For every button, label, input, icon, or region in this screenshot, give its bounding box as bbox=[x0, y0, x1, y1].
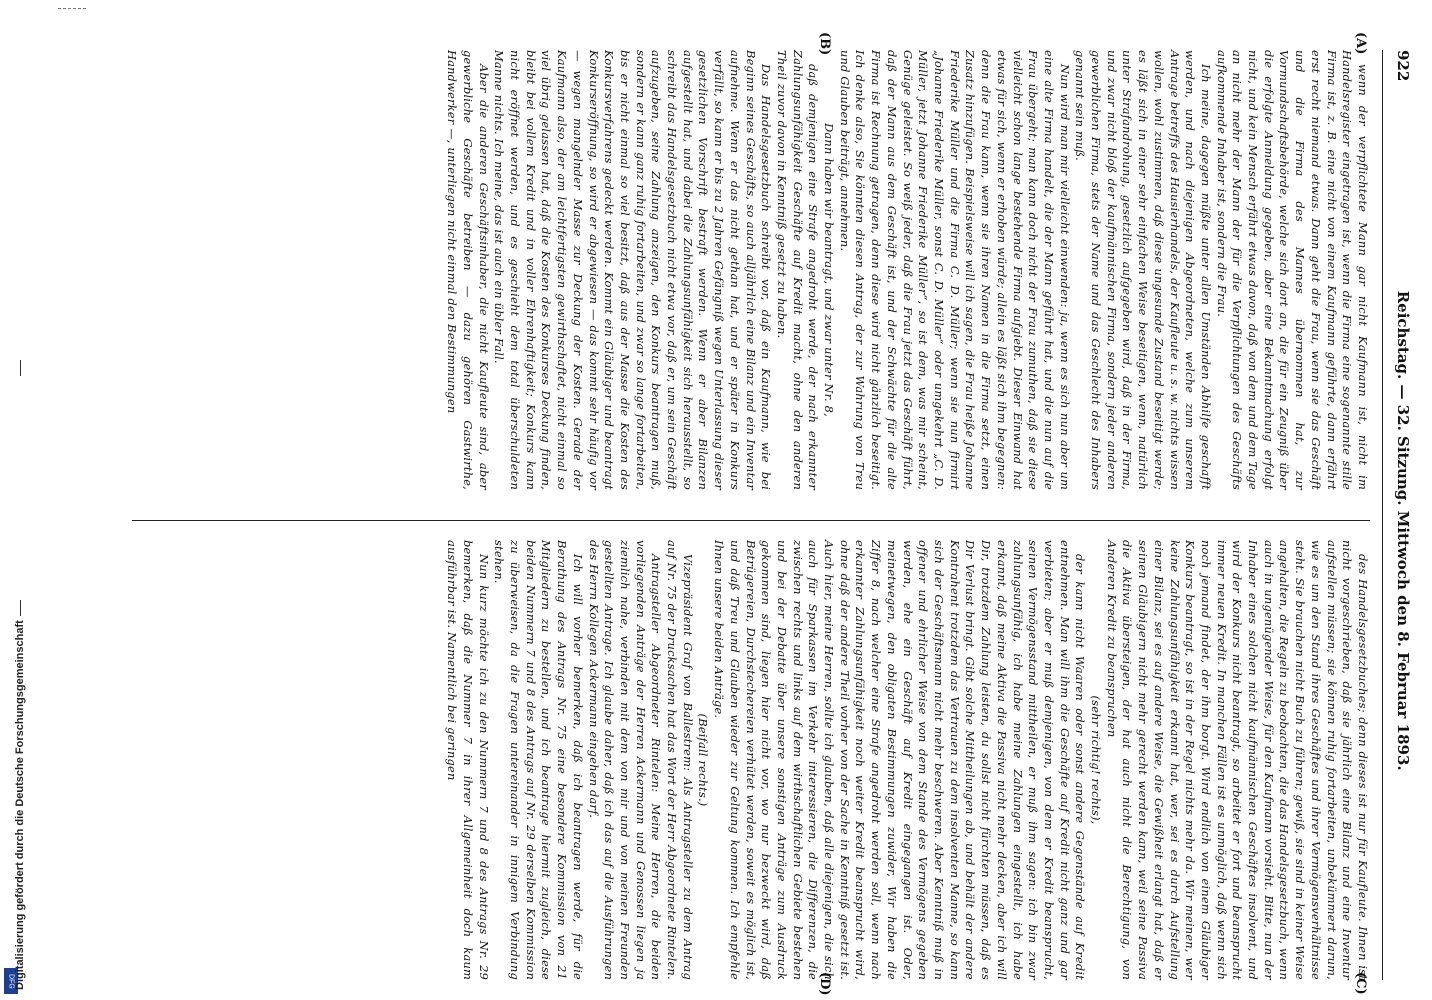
dfg-logo: DFG bbox=[4, 968, 18, 994]
margin-mark-b: (B) bbox=[817, 32, 832, 56]
header-rule bbox=[1382, 50, 1383, 980]
scan-tick bbox=[20, 600, 21, 616]
paragraph: Vizepräsident Graf von Ballestrem: Als Antragsteller zu dem Antrag auf Nr. 75 der Drucksachen hat das Wort der Herr Abgeordnete Rintelen. bbox=[665, 540, 695, 980]
paragraph: Antragsteller Abgeordneter Rintelen: Meine Herren, die beiden vorliegenden Anträge der Herren Ackermann und Genossen liegen ja ziemlich nahe, verbinden mit dem von mir und von meinen Freunden gestellten Antrage. Ich glaube daher, daß ich das auf die Ausführungen des Herrn Kollegen Ackermann eingehen darf. bbox=[586, 540, 664, 980]
margin-mark-c: (C) bbox=[1353, 972, 1368, 995]
paragraph: der kann nicht Waaren oder sonst andere Gegenstände auf Kredit entnehmen. Man will ihm die Geschäfte auf Kredit nicht ganz und gar verbieten; aber er muß demjenigen, von dem er Kredit beansprucht, seinen Vermögensstand mittheilen, er muß ihm sagen: ich bin zwar zahlungsunfähig, ich habe meine Zahlungen eingestellt, ich habe erkannt, daß meine Aktiva die Passiva nicht mehr decken, aber ich will Dir, trotzdem Zahlung leisten, du sollst nicht fürchten müssen, daß es Dir Verlust bringt. Gibt solche Mittheilungen ab, und behält der andere Kontrahent trotzdem das Vertrauen zu dem insolventen Manne, so kann sich der Geschäftsmann nicht mehr beschweren. Aber Kenntniß muß in offener und ehrlicher Weise von dem Stande des Vermögens gegeben werden, ehe ein Geschäft auf Kredit eingegangen ist. Oder, meinetwegen, den obligaten Bestimmungen zuwider, Wir haben die Ziffer 8, nach welcher eine Strafe angedroht werden soll, wenn nach erkannter Zahlungsunfähigkeit noch weiter Kredit beansprucht wird, ohne daß der andere Theil vorher von der Sache in Kenntniß gesetzt ist. Auch hier, meine Herren, sollte ich glauben, daß alle diejenigen, die sich auch für Sparkassen im Verkehr interessieren, die Differenzen, die zwischen rechts und links auf dem wirthschaftlichen Gebiete bestehen und bei der Debatte über unsere sonstigen Anträge zum Ausdruck gekommen sind, liegen hier nicht vor, wo nur bezweckt wird, daß Betrügereien, Durchstechereien verhütet werden, soweit es möglich ist, und daß Treu und Glauben wieder zur Geltung kommen. Ich empfehle Ihnen unsere beiden Anträge. bbox=[712, 540, 1088, 980]
paragraph: Ich will vorher bemerken, daß ich beantragen werde, für die Berathung des Antrags Nr. 75 eine besondere Kommission von 21 Mitgliedern zu bestellen, und ich beantrage hiermit zugleich, diese beiden Nummern 7 und 8 des Antrags auf Nr. 29 derselben Kommission zu überweisen, da die Fragen untereinander in innigem Verbindung stehen. bbox=[492, 540, 585, 980]
paragraph: (Beifall rechts.) bbox=[696, 713, 711, 807]
paragraph: des Handelsgesetzbuches; denn dieses ist nur für Kaufleute. Ihnen ist nicht vorgeschrieben, daß sie jährlich eine Bilanz und eine Inventur aufstellen müssen; sie können ruhig fortarbeiten, unbekümmert darum, wie es um den Stand ihres Geschäftes und ihrer Vermögensverhältnisse steht. Sie brauchen nicht Buch zu führen; gewiß, sie sind in keiner Weise angehalten, die Regeln zu beobachten, die das Handelsgesetzbuch, wenn auch in ungenügender Weise, für den Kaufmann vorsieht. Bitte, nun der Inhaber eines solchen nicht kaufmännischen Geschäftes insolvent, und wird der Konkurs nicht beantragt, so arbeitet er fort und beansprucht immer neuen Kredit. In manchen Fällen ist es unmöglich, daß wenn sich noch jemand findet, der ihm borgt. Wird endlich von einem Gläubiger Konkurs beantragt, so ist in der Regel nichts mehr da. Wir meinen, wer keine Zahlungsunfähigkeit erkannt hat, wer, sei es durch Aufstellung einer Bilanz, sei es auf andere Weise, die Gewißheit erlangt hat, daß er seinen Gläubigern nicht mehr gerecht werden kann, weil seine Passiva die Aktiva übersteigen, der hat auch nicht die Berechtigung, von Anderen Kredit zu beanspruchen bbox=[1104, 540, 1370, 980]
newspaper-page bbox=[102, 30, 1432, 1000]
paragraph: Ich meine, dagegen müßte unter allen Umständen Abhilfe geschafft werden, und nach diejenigen Abgeordneten, welche zum unserem Antrage betreffs des Hausierhandels, der Kaufleute u. s. w. nichts wissen wollen, wohl zustimmen, daß diese ungesunde Zustand beseitigt werde; es läßt sich in einer sehr einfachen Weise beseitigen, wenn, natürlich unter Strafandrohung, gesetzlich aufgegeben wird, daß in der Firma, und zwar nicht bloß der kaufmännischen Firma, sondern jeder anderen gewerblichen Firma, stets der Name und das Geschlecht des Inhabers genannt sein muß. bbox=[1073, 50, 1213, 490]
paragraph: (sehr richtig! rechts), bbox=[1089, 695, 1104, 825]
margin-mark-d: (D) bbox=[817, 972, 832, 996]
paragraph: daß demjenigen eine Strafe angedroht werde, der nach erkannter Zahlungsunfähigkeit Geschäfte auf Kredit macht, ohne den anderen Theil zuvor davon in Kenntniß gesetzt zu haben. bbox=[774, 50, 821, 490]
paragraph: Das Handelsgesetzbuch schreibt vor, daß ein Kaufmann, wie bei Beginn seines Geschäfts, so auch alljährlich eine Bilanz und ein Inventar aufnehme. Wenn er das nicht gethan hat, und er später in Konkurs verfällt, so kann er bis zu 2 Jahren Gefängniß wegen Unterlassung dieser gesetzlichen Vorschrift bestraft werden. Wenn er aber Bilanzen aufgestellt hat, und dabei die Zahlungsunfähigkeit sich herausstellt, so schreibt das Handelsgesetzbuch nicht etwa vor, daß er, um sein Geschäft aufzugeben, seine Zahlung anzeigen, den Konkurs beantragen muß, sondern er kann ganz ruhig fortarbeiten, und zwar so lange fortarbeiten, bis er nicht einmal so viel besitzt, daß aus der Masse die Kosten des Konkursverfahrens gedeckt werden. Kommt ein Gläubiger und beantragt Konkurseröffnung, so wird er abgewiesen — das kommt sehr häufig vor — wegen mangelnder Masse zur Deckung der Kosten. Gerade der Kaufmann also, der am leichtfertigsten gewirthschaftet, nicht einmal so viel übrig gelassen hat, daß die Kosten des Konkurses Deckung finden, bleibt bei vollem Kredit und in voller Ehrenhaftigkeit; Konkurs kann nicht eröffnet werden, und es geschieht dem total überschuldeten Manne nichts. Ich meine, das ist auch ein übler Fall. bbox=[492, 50, 774, 490]
text-column-left bbox=[122, 50, 1370, 490]
paragraph: Nun wird man mir vielleicht einwenden: ja, wenn es sich nun aber um eine alte Firma handelt, die der Mann geführt hat, und die nun auf die Frau übergeht; man kann doch nicht der Frau zumuthen, daß sie diese vielleicht schon lange bestehende Firma aufgiebt. Dieser Einwand hat etwas für sich, wenn er erhoben würde; allein es läßt sich ihm begegnen: denn die Frau kann, wenn sie ihren Namen in die Firma setzt, einen Zusatz hinzufügen. Beispielsweise will ich sagen, die Frau heiße Johanne Friederike Müller und die Firma C. D. Müller; wenn sie nun firmirt „Johanne Friederike Müller, sonst C. D. Müller“ oder umgekehrt „C. D. Müller, jetzt Johanne Friederike Müller“, so ist dem, was mir scheint, Genüge geleistet. So weiß jeder, daß die Frau jetzt das Geschäft führt, daß der Mann aus dem Geschäft ist, und der Schwächte für die alte Firma ist Rechnung getragen, denn diese wird nicht gänzlich beseitigt. Ich denke also, Sie könnten diesen Antrag, der zur Wahrung von Treu und Glauben beiträgt, annehmen. bbox=[837, 50, 1072, 490]
page-title: Reichstag. — 32. Sitzung. Mittwoch den 8. Februar 1893. bbox=[1394, 290, 1412, 771]
paragraph: Dann haben wir beantragt, und zwar unter Nr. 8, bbox=[822, 123, 837, 417]
page-header bbox=[1388, 50, 1418, 980]
scan-tick bbox=[20, 360, 21, 376]
credit-text: Digitalisierung gefördert durch die Deutsche Forschungsgemeinschaft bbox=[14, 620, 26, 990]
margin-mark-a: (A) bbox=[1353, 32, 1368, 55]
text-column-right bbox=[122, 540, 1370, 980]
scan-edge-mark bbox=[58, 8, 86, 9]
column-divider bbox=[132, 520, 1370, 521]
paragraph: Aber die anderen Geschäftsinhaber, die nicht Kaufleute sind, aber gewerbliche Geschäfte betreiben — dazu gehören Gastwirthe, Handwerker —, unterliegen nicht einmal den Bestimmungen bbox=[445, 50, 491, 490]
scanned-page bbox=[96, 30, 1432, 1000]
page-number: 922 bbox=[1394, 50, 1412, 82]
paragraph: wenn der verpflichtete Mann gar nicht Kaufmann ist, nicht im Handelsregister eingetragen ist, wenn die Firma eine sogenannte stille Firma ist, z. B. eine nicht von einem Kaufmann geführte, dann erfährt erst recht niemand etwas. Dann geht die Frau, wenn sie das Geschäft und die Firma des Mannes übernommen hat, zur Vormundschaftsbehörde, welche sich dort an, die für ein Zeugniß über die erfolgte Anmeldung gegeben, aber eine Bekanntmachung erfolgt nicht, und kein Mensch erfährt etwas davon, daß von dem und dem Tage an nicht mehr der Mann der für die Verpflichtungen des Geschäfts aufkommende Inhaber ist, sondern die Frau. bbox=[1214, 50, 1370, 490]
digitization-credit bbox=[0, 0, 26, 1000]
paragraph: Nun kurz möchte ich zu den Nummern 7 und 8 des Antrags Nr. 29 bemerken, daß die Nummer 7 in ihrer Allgemeinheit doch kaum ausführbar ist. Namentlich bei geringen bbox=[445, 540, 491, 980]
